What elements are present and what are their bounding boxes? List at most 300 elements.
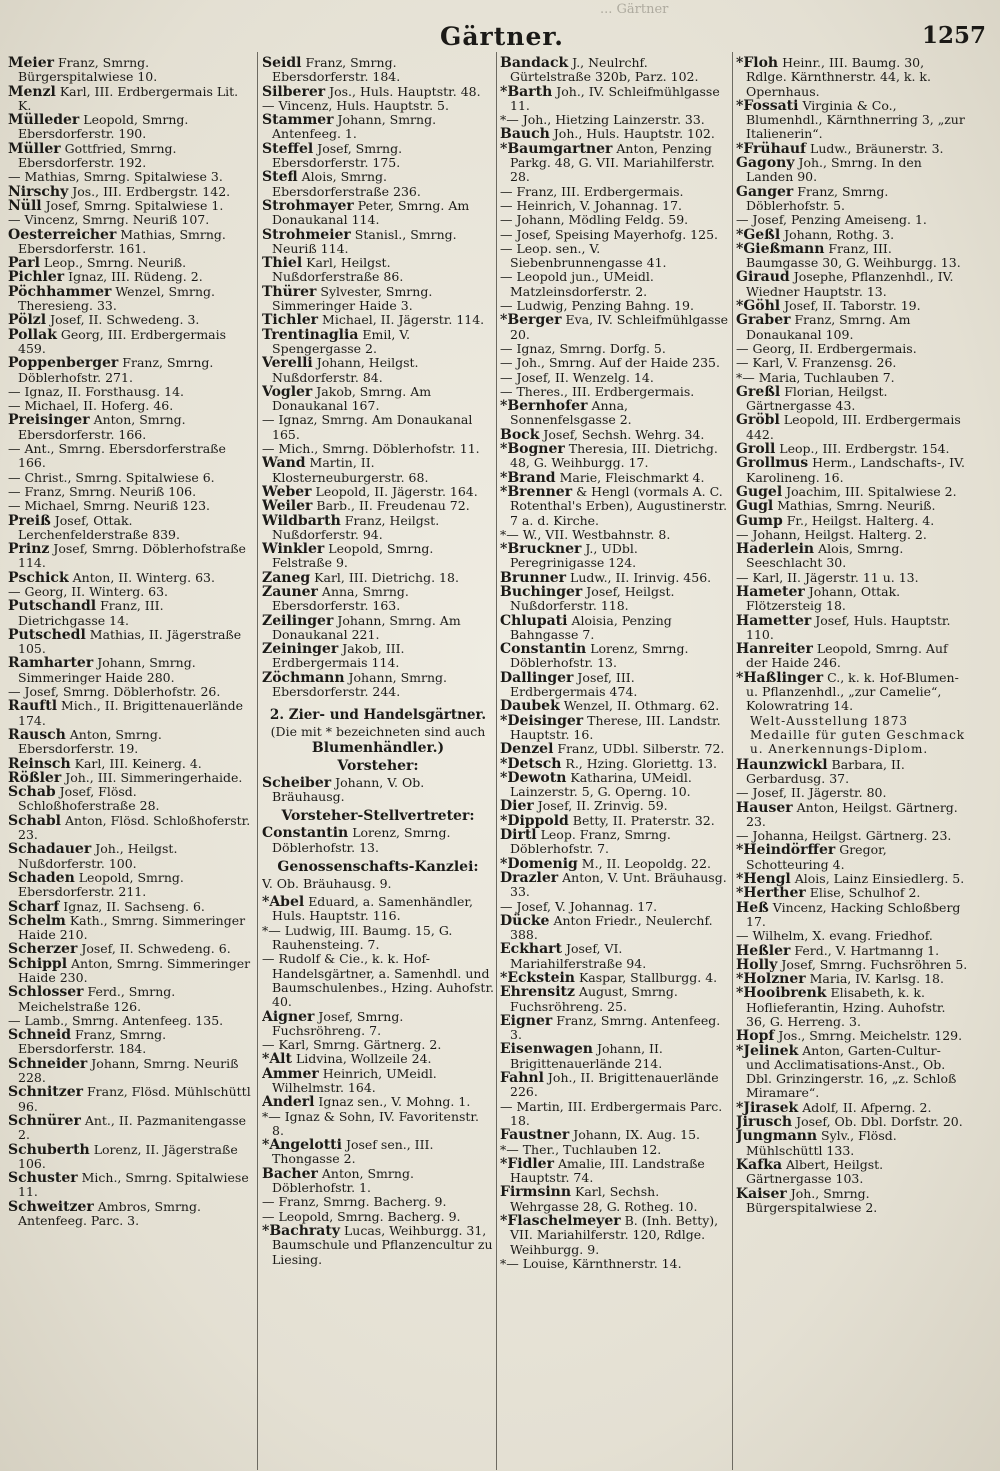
entry-details: — Georg, II. Winterg. 63. — [8, 583, 169, 599]
directory-entry — [736, 56, 968, 99]
entry-details: Joh., IV. Schleifmühlgasse 11. — [510, 83, 720, 113]
entry-surname: Brunner — [500, 569, 567, 586]
column-divider — [257, 52, 258, 1470]
entry-surname: Hopf — [736, 1028, 775, 1045]
directory-entry — [262, 499, 494, 513]
entry-surname: Dier — [500, 798, 534, 815]
entry-details: Gottfried, Smrng. Ebersdorferstr. 192. — [18, 140, 177, 171]
entry-details: Franz, Heilgst. Nußdorferstr. 94. — [272, 512, 440, 542]
section-2-entries — [262, 895, 494, 1267]
entry-details: Sylvester, Smrng. Simmeringer Haide 3. — [272, 283, 433, 314]
award-note — [750, 714, 968, 756]
directory-entry — [262, 1210, 494, 1224]
entry-surname: Thürer — [262, 283, 317, 300]
directory-entry — [500, 871, 730, 900]
entry-surname: Ramharter — [8, 655, 94, 672]
entry-details: Alois, Lainz Einsiedlerg. 5. — [794, 871, 965, 887]
entry-details: *— Ther., Tuchlauben 12. — [500, 1141, 662, 1157]
entry-details: Franz, Smrng. Antenfeeg. 3. — [510, 1012, 721, 1043]
directory-entry — [500, 614, 730, 643]
directory-entry — [8, 785, 253, 814]
entry-surname: *Holzner — [736, 971, 806, 988]
entry-surname: Bacher — [262, 1165, 318, 1182]
directory-entry — [500, 471, 730, 485]
entry-surname: *Bruckner — [500, 541, 582, 558]
entry-surname: Hanreiter — [736, 641, 813, 658]
directory-entry — [262, 113, 494, 142]
directory-entry — [736, 385, 968, 414]
directory-entry — [500, 542, 730, 571]
section-2 — [262, 707, 494, 1267]
entry-details: Georg, III. Erdbergermais 459. — [18, 326, 227, 356]
entry-details: *— Ludwig, III. Baumg. 15, G. Rauhensteing. 7. — [262, 922, 453, 953]
directory-entry — [8, 628, 253, 657]
directory-entry — [736, 156, 968, 185]
entry-surname: Bock — [500, 426, 540, 443]
entry-surname: *Jirasek — [736, 1099, 799, 1116]
directory-entry — [262, 328, 494, 357]
directory-entry — [262, 671, 494, 700]
entry-details: Ludw., Bräunerstr. 3. — [810, 140, 944, 156]
entry-details: Elisabeth, k. k. Hoflieferantin, Hzing. Auhofstr. 36, G. Herreng. 3. — [746, 985, 946, 1029]
directory-entry — [736, 829, 968, 843]
entry-details: Ignaz, III. Rüdeng. 2. — [68, 269, 203, 285]
entry-details: Mich., II. Brigittenauerlände 174. — [18, 698, 244, 728]
entry-surname: Groll — [736, 441, 776, 458]
entry-details: Anton, Smrng. Döblerhofstr. 1. — [272, 1165, 414, 1196]
entry-details: Lucas, Weihburgg. 31, Baumschule und Pflanzencultur zu Liesing. — [272, 1222, 493, 1267]
directory-entry — [736, 371, 968, 385]
entry-details: — Leop. sen., V. Siebenbrunnengasse 41. — [500, 240, 667, 271]
entry-details: Ant., II. Pazmanitengasse 2. — [18, 1112, 247, 1143]
directory-entry — [736, 1101, 968, 1115]
entry-details: Emil, V. Spengergasse 2. — [272, 326, 411, 356]
entry-details: Anton, II. Winterg. 63. — [72, 569, 215, 585]
directory-entry — [8, 85, 253, 114]
entry-details: Barbara, II. Gerbardusg. 37. — [746, 756, 905, 786]
entry-details: Heinr., III. Baumg. 30, Rdlge. Kärnthnerstr. 44, k. k. Opernhaus. — [746, 56, 931, 99]
entry-details: Anton Friedr., Neulerchf. 388. — [510, 912, 713, 943]
page-title: Gärtner. — [440, 22, 564, 51]
directory-entry — [500, 914, 730, 943]
directory-entry — [500, 442, 730, 471]
entry-surname: Zeininger — [262, 641, 339, 658]
entry-surname: Firmsinn — [500, 1184, 572, 1201]
directory-entry — [8, 985, 253, 1014]
entry-details: Johann, Smrng. Antenfeeg. 1. — [272, 112, 437, 142]
entry-details: Wenzel, II. Othmarg. 62. — [563, 698, 720, 714]
directory-entry — [8, 585, 253, 599]
entry-details: Ignaz sen., V. Mohng. 1. — [318, 1094, 471, 1110]
entry-details: Franz, Smrng. Bürgerspitalwiese 10. — [18, 56, 158, 85]
entry-details: Barb., II. Freudenau 72. — [316, 498, 470, 514]
entry-surname: Tichler — [262, 312, 319, 329]
directory-entry — [736, 1029, 968, 1043]
entry-details: Fr., Heilgst. Halterg. 4. — [786, 512, 935, 528]
entry-surname: Hametter — [736, 612, 812, 629]
entry-details: Anna, Sonnenfelsgasse 2. — [510, 398, 632, 428]
directory-entry — [8, 399, 253, 413]
entry-details: Sylv., Flösd. Mühlschüttl 133. — [746, 1128, 897, 1158]
directory-entry — [500, 1100, 730, 1129]
entry-details: — Heinrich, V. Johannag. 17. — [500, 197, 683, 213]
directory-entry — [736, 758, 968, 787]
directory-entry — [262, 99, 494, 113]
entry-details: — Ignaz, Smrng. Am Donaukanal 165. — [262, 412, 473, 442]
entry-surname: Winkler — [262, 541, 325, 558]
entry-details: — Ignaz, II. Forsthausg. 14. — [8, 383, 184, 399]
entry-surname: Rausch — [8, 726, 66, 743]
entry-details: Karl, III. Erdbergermais Lit. K. — [18, 83, 239, 113]
directory-entry — [8, 1114, 253, 1143]
entry-details: J., Neulrchf. Gürtelstraße 320b, Parz. 102. — [510, 56, 699, 85]
entry-details: Josef, Sechsh. Wehrg. 34. — [543, 426, 705, 442]
entry-surname: *Angelotti — [262, 1137, 342, 1154]
directory-entry — [736, 313, 968, 342]
entry-details: Ignaz, II. Sachseng. 6. — [63, 898, 205, 914]
entry-details: Wenzel, Smrng. Theresieng. 33. — [18, 283, 215, 314]
entry-details: — Mich., Smrng. Döblerhofstr. 11. — [262, 441, 480, 457]
entry-details: Mathias, II. Jägerstraße 105. — [18, 626, 242, 657]
entry-details: Josef, Ottak. Lerchenfelderstraße 839. — [18, 512, 180, 542]
entry-details: *— Maria, Tuchlauben 7. — [736, 369, 895, 385]
entry-surname: Eckhart — [500, 941, 562, 958]
entry-details: Michael, II. Jägerstr. 114. — [322, 312, 485, 328]
entry-details: — Johanna, Heilgst. Gärtnerg. 23. — [736, 828, 952, 844]
entry-details: Josef, Ob. Dbl. Dorfstr. 20. — [796, 1114, 963, 1130]
directory-entry — [8, 285, 253, 314]
entry-details: Josef, II. Schwedeng. 3. — [50, 312, 200, 328]
directory-entry — [8, 471, 253, 485]
directory-entry — [8, 757, 253, 771]
directory-entry — [8, 814, 253, 843]
entry-details: Josef, Smrng. Fuchsröhreng. 7. — [272, 1008, 404, 1038]
entry-surname: Dirtl — [500, 827, 537, 844]
entry-surname: Zaneg — [262, 569, 311, 586]
entry-surname: Grollmus — [736, 455, 809, 472]
directory-entry — [736, 1115, 968, 1129]
entry-details: R., Hzing. Gloriettg. 13. — [565, 755, 717, 771]
directory-entry — [8, 385, 253, 399]
entry-surname: Schuster — [8, 1170, 78, 1187]
entry-details: — Josef, Penzing Ameiseng. 1. — [736, 212, 927, 228]
entry-details: — Vincenz, Smrng. Neuriß 107. — [8, 212, 210, 228]
directory-entry — [500, 228, 730, 242]
entry-surname: Müller — [8, 140, 61, 157]
entry-details: Alois, Smrng. Ebersdorferstraße 236. — [272, 169, 421, 199]
entry-details: Florian, Heilgst. Gärtnergasse 43. — [746, 383, 888, 414]
entry-surname: Schuberth — [8, 1141, 90, 1158]
directory-entry — [500, 642, 730, 671]
directory-entry — [500, 1257, 730, 1271]
directory-entry — [736, 499, 968, 513]
directory-entry — [736, 1044, 968, 1101]
entry-surname: Weber — [262, 483, 312, 500]
entry-details: Leop., Smrng. Neuriß. — [43, 255, 187, 271]
entry-details: Franz, Smrng. Ebersdorferstr. 184. — [18, 1027, 167, 1057]
page-number: 1257 — [921, 22, 986, 49]
entry-details: — Mathias, Smrng. Spitalwiese 3. — [8, 169, 223, 185]
directory-entry — [8, 1028, 253, 1057]
directory-entry — [262, 895, 494, 924]
entry-details: Joh., II. Brigittenauerlände 226. — [510, 1070, 719, 1100]
entry-surname: *Göhl — [736, 298, 781, 315]
entry-details: Alois, Smrng. Seeschlacht 30. — [746, 541, 904, 571]
head-entry: Scheiber Johann, V. Ob. Bräuhausg. — [262, 774, 425, 804]
directory-entry — [500, 342, 730, 356]
entry-details: Jos., Huls. Hauptstr. 48. — [329, 83, 481, 99]
entry-details: Joh., Smrng. In den Landen 90. — [746, 155, 922, 185]
directory-entry — [500, 585, 730, 614]
entry-details: — Theres., III. Erdbergermais. — [500, 383, 695, 399]
entry-surname: Gump — [736, 512, 783, 529]
directory-entry — [500, 814, 730, 828]
directory-entry — [500, 985, 730, 1014]
directory-entry — [8, 514, 253, 543]
directory-entry — [262, 256, 494, 285]
entry-surname: Eigner — [500, 1012, 553, 1029]
entry-details: Karl, III. Keinerg. 4. — [74, 755, 202, 771]
entry-surname: *Dippold — [500, 812, 569, 829]
directory-entry — [262, 924, 494, 953]
directory-entry — [8, 113, 253, 142]
directory-entry — [8, 213, 253, 227]
entry-surname: Steffel — [262, 140, 314, 157]
directory-entry — [8, 571, 253, 585]
entry-surname: Gagony — [736, 155, 795, 172]
directory-entry — [736, 413, 968, 442]
directory-entry — [500, 142, 730, 185]
entry-surname: Ehrensitz — [500, 984, 575, 1001]
entry-details: — Johann, Heilgst. Halterg. 2. — [736, 526, 927, 542]
entry-surname: Schippl — [8, 955, 68, 972]
entry-details: Mich., Smrng. Spitalwiese 11. — [18, 1170, 249, 1200]
directory-entry — [500, 857, 730, 871]
directory-entry — [262, 1224, 494, 1267]
entry-details: Anton, Smrng. Simmeringer Haide 230. — [18, 955, 251, 985]
entry-details: Joh., Smrng. Bürgerspitalwiese 2. — [746, 1185, 878, 1215]
entry-details: Albert, Heilgst. Gärtnergasse 103. — [746, 1156, 884, 1187]
directory-entry — [736, 614, 968, 643]
entry-details: Leopold, Smrng. Ebersdorferstr. 190. — [18, 112, 189, 142]
directory-entry — [262, 413, 494, 442]
directory-entry — [8, 699, 253, 728]
entry-details: — Josef, V. Johannag. 17. — [500, 898, 658, 914]
entry-details: Anton, Garten-Cultur- und Acclimatisations-Anst., Ob. Dbl. Grinzingerstr. 16, „z. Schloß Miramare“. — [746, 1042, 957, 1101]
entry-surname: *Berger — [500, 312, 562, 329]
column-2-entries — [262, 56, 494, 699]
entry-details: Leopold, III. Erdbergermais 442. — [746, 412, 961, 442]
directory-entry — [262, 485, 494, 499]
directory-entry — [500, 213, 730, 227]
entry-surname: Daubek — [500, 698, 560, 715]
directory-entry — [8, 485, 253, 499]
entry-surname: Putschedl — [8, 626, 86, 643]
directory-entry — [736, 972, 968, 986]
entry-surname: Faustner — [500, 1127, 570, 1144]
directory-entry — [8, 685, 253, 699]
directory-entry — [8, 771, 253, 785]
entry-surname: Greßl — [736, 383, 781, 400]
office-label: Genossenschafts-Kanzlei: — [277, 858, 479, 875]
entry-details: Mathias, Smrng. Ebersdorferstr. 161. — [18, 226, 226, 256]
directory-entry — [736, 1129, 968, 1158]
entry-details: — Leopold, Smrng. Bacherg. 9. — [262, 1208, 461, 1224]
section-note-bold: Blumenhändler.) — [311, 739, 445, 756]
entry-surname: *Fidler — [500, 1155, 554, 1172]
entry-details: August, Smrng. Fuchsröhreng. 25. — [510, 984, 678, 1014]
directory-entry — [500, 799, 730, 813]
entry-details: Anna, Smrng. Ebersdorferstr. 163. — [272, 583, 409, 614]
entry-details: Leop., III. Erdbergstr. 154. — [779, 441, 950, 457]
directory-entry — [8, 199, 253, 213]
directory-entry — [8, 1143, 253, 1172]
entry-details: Josef, II. Schwedeng. 6. — [81, 941, 231, 957]
entry-surname: *Bogner — [500, 441, 565, 458]
entry-details: Maria, IV. Karlsg. 18. — [809, 971, 944, 987]
entry-surname: Verelli — [262, 355, 313, 372]
directory-entry — [500, 485, 730, 528]
section-note: (Die mit * bezeichneten sind auch — [270, 724, 486, 740]
entry-details: Joh., Huls. Hauptstr. 102. — [553, 126, 715, 142]
entry-details: Johann, Heilgst. Nußdorferstr. 84. — [272, 355, 419, 385]
entry-details: Franz, Smrng. Ebersdorferstr. 184. — [272, 56, 401, 85]
entry-surname: Nirschy — [8, 183, 69, 200]
entry-details: *— Ignaz & Sohn, IV. Favoritenstr. 8. — [262, 1108, 480, 1138]
directory-entry — [500, 185, 730, 199]
directory-entry — [500, 528, 730, 542]
directory-entry — [262, 85, 494, 99]
entry-surname: Schab — [8, 784, 56, 801]
entry-details: Karl, Heilgst. Nußdorferstraße 86. — [272, 255, 404, 285]
directory-entry — [736, 299, 968, 313]
entry-surname: *Floh — [736, 56, 779, 71]
directory-entry — [500, 971, 730, 985]
entry-details: Josef, Flösd. Schloßhoferstraße 28. — [18, 784, 160, 814]
entry-surname: Zeilinger — [262, 612, 334, 629]
entry-surname: Reinsch — [8, 755, 71, 772]
directory-entry — [8, 1085, 253, 1114]
entry-details: Therese, III. Landstr. Hauptstr. 16. — [510, 712, 721, 742]
directory-entry — [500, 356, 730, 370]
entry-details: — Josef, Smrng. Döblerhofstr. 26. — [8, 684, 221, 700]
entry-details: Leopold, Smrng. Ebersdorferstr. 211. — [18, 869, 184, 900]
directory-entry — [736, 456, 968, 485]
entry-details: — Franz, Smrng. Bacherg. 9. — [262, 1194, 447, 1210]
entry-surname: Parl — [8, 255, 40, 272]
entry-details: Elise, Schulhof 2. — [809, 885, 921, 901]
entry-surname: Pichler — [8, 269, 65, 286]
entry-surname: *Eckstein — [500, 970, 575, 986]
entry-details: — Wilhelm, X. evang. Friedhof. — [736, 928, 933, 944]
directory-entry — [262, 442, 494, 456]
entry-surname: Strohmeier — [262, 226, 351, 243]
entry-surname: Mülleder — [8, 112, 80, 129]
directory-entry — [500, 242, 730, 271]
directory-entry — [500, 85, 730, 114]
entry-surname: Pölzl — [8, 312, 47, 329]
directory-entry — [500, 1143, 730, 1157]
entry-surname: Graber — [736, 312, 791, 329]
entry-details: — Rudolf & Cie., k. k. Hof-Handelsgärtner, a. Samenhdl. und Baumschulenbes., Hzing. Auhofstr. 40. — [262, 951, 494, 1010]
entry-surname: Meier — [8, 56, 55, 71]
entry-details: Franz, Flösd. Mühlschüttl 96. — [18, 1084, 251, 1114]
entry-surname: Constantin — [500, 641, 587, 658]
directory-entry — [8, 942, 253, 956]
directory-entry — [736, 585, 968, 614]
directory-entry — [8, 442, 253, 471]
column-divider — [732, 52, 733, 1470]
directory-entry — [736, 901, 968, 930]
entry-surname: Schaden — [8, 869, 75, 886]
directory-entry — [8, 900, 253, 914]
directory-entry — [8, 1171, 253, 1200]
entry-surname: Scherzer — [8, 941, 78, 958]
entry-surname: Putschandl — [8, 598, 97, 615]
directory-entry — [8, 1057, 253, 1086]
entry-details: Jakob, Smrng. Am Donaukanal 167. — [272, 383, 432, 414]
directory-entry — [262, 170, 494, 199]
directory-entry — [262, 56, 494, 85]
entry-details: Ludw., II. Irinvig. 456. — [570, 569, 712, 585]
column-3 — [500, 56, 730, 1464]
entry-surname: Schnürer — [8, 1112, 81, 1129]
entry-surname: Schneid — [8, 1027, 72, 1044]
directory-entry — [736, 958, 968, 972]
entry-details: — Karl, Smrng. Gärtnerg. 2. — [262, 1037, 442, 1053]
directory-entry — [262, 1195, 494, 1209]
directory-entry — [500, 699, 730, 713]
entry-surname: *Deisinger — [500, 712, 584, 729]
entry-surname: Scharf — [8, 898, 60, 915]
directory-entry — [736, 843, 968, 872]
entry-surname: Heßler — [736, 942, 791, 959]
entry-surname: Strohmayer — [262, 197, 354, 214]
entry-surname: Jungmann — [736, 1128, 818, 1145]
entry-surname: Haunzwickl — [736, 756, 828, 773]
directory-entry — [262, 1010, 494, 1039]
directory-entry — [736, 342, 968, 356]
directory-entry — [736, 514, 968, 528]
page-header — [0, 0, 1000, 52]
entry-details: Eduard, a. Samenhändler, Huls. Hauptstr. 116. — [272, 894, 473, 924]
entry-details: Herm., Landschafts-, IV. Karolineng. 16. — [746, 455, 965, 485]
directory-entry — [262, 514, 494, 543]
entry-details: Amalie, III. Landstraße Hauptstr. 74. — [510, 1155, 705, 1186]
entry-details: — Michael, II. Hoferg. 46. — [8, 398, 174, 414]
entry-details: Anton, Penzing Parkg. 48, G. VII. Mariahilferstr. 28. — [510, 140, 715, 185]
directory-entry — [736, 142, 968, 156]
directory-entry — [500, 1014, 730, 1043]
directory-entry — [500, 900, 730, 914]
entry-surname: *Fossati — [736, 97, 799, 114]
directory-entry — [262, 356, 494, 385]
entry-details: B. (Inh. Betty), VII. Mariahilferstr. 120, Rdlge. Weihburgg. 9. — [510, 1213, 719, 1257]
entry-details: Franz, Smrng. Döblerhofstr. 271. — [18, 355, 214, 385]
entry-surname: Preisinger — [8, 412, 90, 429]
entry-surname: Vogler — [262, 383, 313, 400]
entry-surname: Schabl — [8, 812, 61, 829]
entry-details: Lorenz, II. Jägerstraße 106. — [18, 1141, 238, 1171]
entry-details: — Leopold jun., UMeidl. Matzleinsdorferstr. 2. — [500, 269, 654, 299]
directory-entry — [500, 1042, 730, 1071]
directory-entry — [736, 528, 968, 542]
entry-details: Josef, Smrng. Spitalwiese 1. — [45, 197, 224, 213]
directory-entry — [262, 642, 494, 671]
entry-details: Johann, II. Brigittenauerlände 214. — [510, 1041, 663, 1071]
entry-surname: Denzel — [500, 741, 554, 758]
entry-surname: *Abel — [262, 894, 305, 911]
